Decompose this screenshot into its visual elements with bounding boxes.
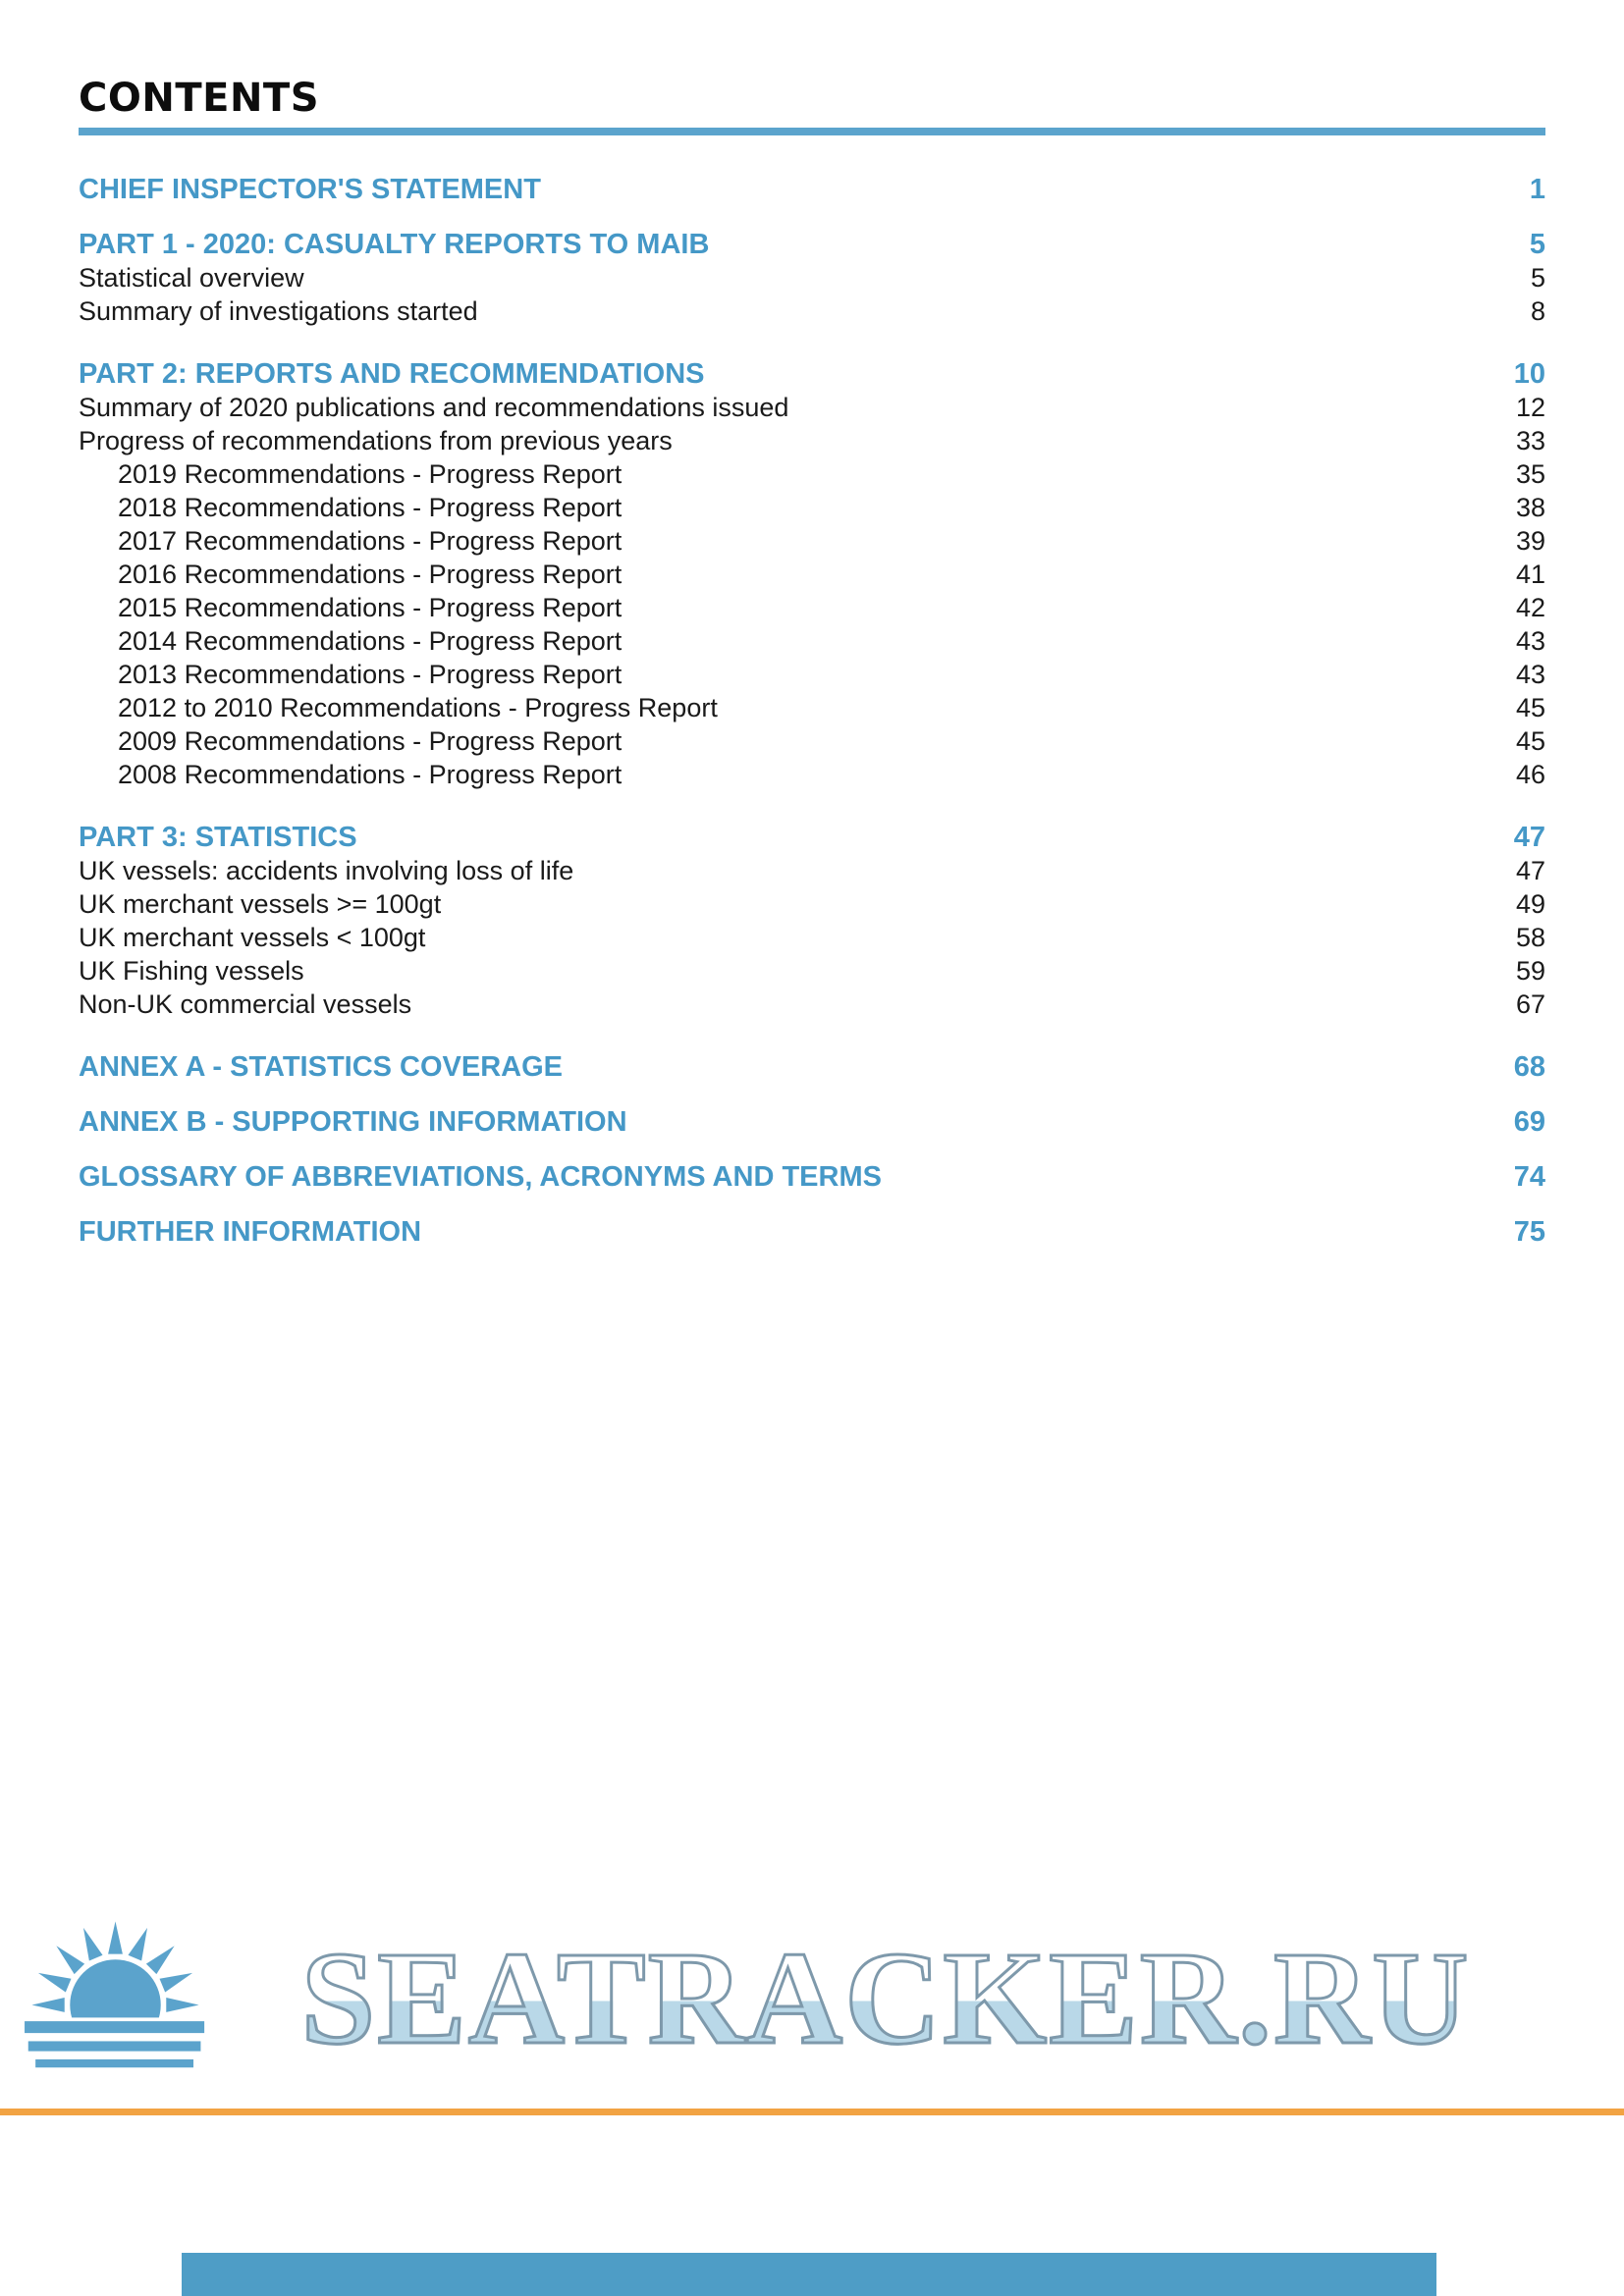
toc-entry-label: UK vessels: accidents involving loss of life [79, 855, 574, 885]
toc-entry-label: 2018 Recommendations - Progress Report [118, 492, 623, 522]
toc-entry-label: Progress of recommendations from previous years [79, 425, 673, 455]
toc-entry[interactable] [79, 724, 1545, 758]
toc-entry-label: ANNEX A - STATISTICS COVERAGE [79, 1050, 564, 1083]
toc-entry-page: 12 [1515, 392, 1545, 422]
page-title: CONTENTS [79, 76, 320, 121]
contents-page [79, 76, 1545, 1249]
toc-entry-label: CHIEF INSPECTOR'S STATEMENT [79, 173, 541, 205]
toc-entry[interactable] [79, 758, 1545, 791]
toc-entry-label: 2012 to 2010 Recommendations - Progress Report [118, 692, 718, 722]
toc-entry[interactable] [79, 524, 1545, 558]
toc-entry-page: 41 [1515, 559, 1545, 589]
toc-entry-page: 35 [1515, 458, 1545, 489]
toc-entry[interactable] [79, 457, 1545, 491]
toc-entry[interactable] [79, 173, 1545, 206]
toc-entry-label: GLOSSARY OF ABBREVIATIONS, ACRONYMS AND TERMS [79, 1160, 882, 1193]
toc-entry-page: 43 [1515, 625, 1545, 656]
toc-entry-label: ANNEX B - SUPPORTING INFORMATION [79, 1105, 627, 1138]
toc-entry-label: 2008 Recommendations - Progress Report [118, 759, 623, 789]
toc-entry-page: 67 [1515, 988, 1545, 1019]
toc-entry-label: 2009 Recommendations - Progress Report [118, 725, 623, 756]
toc-entry[interactable] [79, 821, 1545, 854]
toc-entry-page: 47 [1515, 855, 1545, 885]
toc-entry-page: 38 [1515, 492, 1545, 522]
toc-entry-page: 69 [1513, 1105, 1545, 1138]
toc-entry-page: 75 [1513, 1215, 1545, 1248]
toc-entry-label: 2014 Recommendations - Progress Report [118, 625, 623, 656]
toc-entry[interactable] [79, 228, 1545, 261]
toc-entry[interactable] [79, 591, 1545, 624]
toc-entry-page: 5 [1529, 228, 1545, 260]
toc-entry-page: 43 [1515, 659, 1545, 689]
toc-entry-page: 45 [1515, 725, 1545, 756]
toc-entry-label: FURTHER INFORMATION [79, 1215, 422, 1248]
toc-entry-label: Statistical overview [79, 262, 304, 293]
toc-entry-label: 2019 Recommendations - Progress Report [118, 458, 623, 489]
toc-entry-page: 49 [1515, 888, 1545, 919]
toc-entry-label: Non-UK commercial vessels [79, 988, 412, 1019]
toc-entry-label: 2017 Recommendations - Progress Report [118, 525, 623, 556]
toc-entry-page: 8 [1530, 295, 1545, 326]
toc-entry-label: 2013 Recommendations - Progress Report [118, 659, 623, 689]
sun-icon [25, 1914, 206, 2107]
toc-entry-page: 39 [1515, 525, 1545, 556]
toc-entry[interactable] [79, 921, 1545, 954]
orange-divider [0, 2109, 1624, 2115]
toc-entry[interactable] [79, 491, 1545, 524]
toc-entry[interactable] [79, 294, 1545, 328]
toc-entry[interactable] [79, 558, 1545, 591]
toc-entry[interactable] [79, 887, 1545, 921]
toc-entry-label: Summary of 2020 publications and recommendations issued [79, 392, 789, 422]
toc-entry-page: 46 [1515, 759, 1545, 789]
toc-entry-label: PART 3: STATISTICS [79, 821, 357, 853]
toc-entry-label: PART 1 - 2020: CASUALTY REPORTS TO MAIB [79, 228, 710, 260]
toc-entry-label: PART 2: REPORTS AND RECOMMENDATIONS [79, 357, 705, 390]
footer-bar [182, 2253, 1436, 2296]
toc-entry[interactable] [79, 624, 1545, 658]
toc-entry[interactable] [79, 424, 1545, 457]
toc-entry-page: 47 [1513, 821, 1545, 853]
toc-entry[interactable] [79, 391, 1545, 424]
toc-entry-page: 59 [1515, 955, 1545, 986]
toc-entry[interactable] [79, 1105, 1545, 1139]
toc-entry-page: 45 [1515, 692, 1545, 722]
toc-entry[interactable] [79, 1160, 1545, 1194]
toc-entry[interactable] [79, 261, 1545, 294]
toc-entry[interactable] [79, 854, 1545, 887]
toc-entry-page: 68 [1513, 1050, 1545, 1083]
toc-entry[interactable] [79, 988, 1545, 1021]
toc-entry-page: 42 [1515, 592, 1545, 622]
toc-entry[interactable] [79, 1215, 1545, 1249]
toc-entry-label: 2015 Recommendations - Progress Report [118, 592, 623, 622]
watermark-text: SEATRACKER.RU [226, 1932, 1545, 2065]
toc-entry[interactable] [79, 1050, 1545, 1084]
toc-entry-page: 10 [1513, 357, 1545, 390]
toc-entry-page: 33 [1515, 425, 1545, 455]
watermark [0, 1914, 1624, 2110]
toc-entry-page: 74 [1513, 1160, 1545, 1193]
toc-entry[interactable] [79, 691, 1545, 724]
toc-entry-page: 58 [1515, 922, 1545, 952]
toc-entry-label: UK merchant vessels < 100gt [79, 922, 426, 952]
toc-entry-page: 5 [1530, 262, 1545, 293]
toc-entry-label: UK merchant vessels >= 100gt [79, 888, 442, 919]
toc-entry[interactable] [79, 954, 1545, 988]
title-rule [79, 128, 1545, 135]
toc-entry-label: UK Fishing vessels [79, 955, 304, 986]
toc-entry[interactable] [79, 357, 1545, 391]
toc-list [79, 173, 1545, 1249]
toc-entry[interactable] [79, 658, 1545, 691]
toc-entry-page: 1 [1529, 173, 1545, 205]
toc-entry-label: Summary of investigations started [79, 295, 478, 326]
toc-entry-label: 2016 Recommendations - Progress Report [118, 559, 623, 589]
